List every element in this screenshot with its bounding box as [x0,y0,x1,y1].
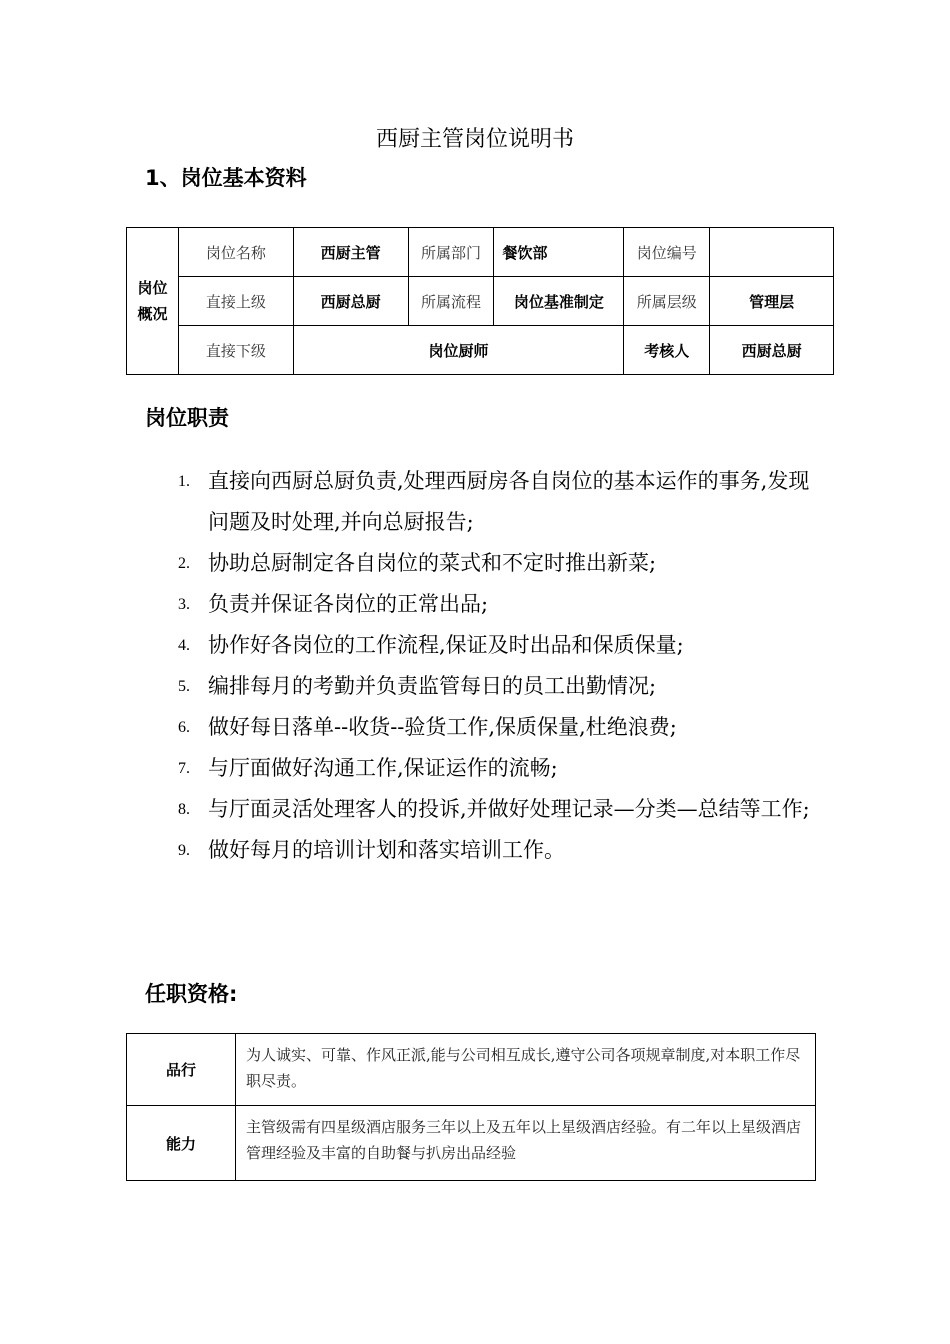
section-basic-info-heading: 1、岗位基本资料 [145,166,307,190]
assessor-label: 考核人 [624,326,710,375]
list-item-number: 2. [178,555,190,572]
list-item [178,461,818,543]
position-code-label: 岗位编号 [624,228,710,277]
list-item-number: 6. [178,719,190,736]
list-item-number: 4. [178,637,190,654]
table-row [127,326,834,375]
overview-label-line2: 概况 [137,305,168,323]
character-label: 品行 [127,1034,236,1106]
list-item [178,707,818,748]
process-label: 所属流程 [408,277,494,326]
table-row [127,277,834,326]
list-item-number: 8. [178,801,190,818]
list-item [178,666,818,707]
list-item-text: 协作好各岗位的工作流程,保证及时出品和保质保量; [208,633,684,657]
qualifications-heading: 任职资格: [145,982,238,1006]
list-item-text: 协助总厨制定各自岗位的菜式和不定时推出新菜; [208,551,657,575]
list-item-text: 直接向西厨总厨负责,处理西厨房各自岗位的基本运作的事务,发现问题及时处理,并向总厨报告; [208,469,810,534]
character-text: 为人诚实、可靠、作风正派,能与公司相互成长,遵守公司各项规章制度,对本职工作尽职尽责。 [236,1034,816,1106]
direct-superior-label: 直接上级 [178,277,293,326]
list-item [178,584,818,625]
assessor-value: 西厨总厨 [710,326,834,375]
list-item-number: 9. [178,842,190,859]
list-item-text: 编排每月的考勤并负责监管每日的员工出勤情况; [208,674,657,698]
list-item [178,830,818,871]
overview-label-cell [127,228,179,375]
direct-subordinate-label: 直接下级 [178,326,293,375]
list-item [178,748,818,789]
direct-subordinate-value: 岗位厨师 [293,326,624,375]
basic-info-table [126,227,834,375]
level-label: 所属层级 [624,277,710,326]
list-item-number: 1. [178,473,190,490]
table-row [127,1034,816,1106]
qualifications-table [126,1033,816,1181]
list-item-number: 5. [178,678,190,695]
list-item-text: 与厅面灵活处理客人的投诉,并做好处理记录—分类—总结等工作; [208,797,810,821]
list-item-text: 负责并保证各岗位的正常出品; [208,592,489,616]
process-value: 岗位基准制定 [494,277,624,326]
list-item-text: 与厅面做好沟通工作,保证运作的流畅; [208,756,558,780]
list-item [178,625,818,666]
table-row [127,228,834,277]
position-code-value [710,228,834,277]
ability-text: 主管级需有四星级酒店服务三年以上及五年以上星级酒店经验。有二年以上星级酒店管理经验及丰富的自助餐与扒房出品经验 [236,1106,816,1181]
document-title: 西厨主管岗位说明书 [375,127,574,152]
list-item [178,543,818,584]
list-item [178,789,818,830]
overview-label-line1: 岗位 [137,279,168,297]
direct-superior-value: 西厨总厨 [293,277,408,326]
list-item-text: 做好每日落单--收货--验货工作,保质保量,杜绝浪费; [208,715,677,739]
list-item-number: 3. [178,596,190,613]
table-row [127,1106,816,1181]
list-item-text: 做好每月的培训计划和落实培训工作。 [208,838,565,862]
department-label: 所属部门 [408,228,494,277]
position-name-label: 岗位名称 [178,228,293,277]
department-value: 餐饮部 [494,228,624,277]
level-value: 管理层 [710,277,834,326]
duties-heading: 岗位职责 [145,406,229,430]
duties-list [178,461,818,871]
ability-label: 能力 [127,1106,236,1181]
position-name-value: 西厨主管 [293,228,408,277]
list-item-number: 7. [178,760,190,777]
